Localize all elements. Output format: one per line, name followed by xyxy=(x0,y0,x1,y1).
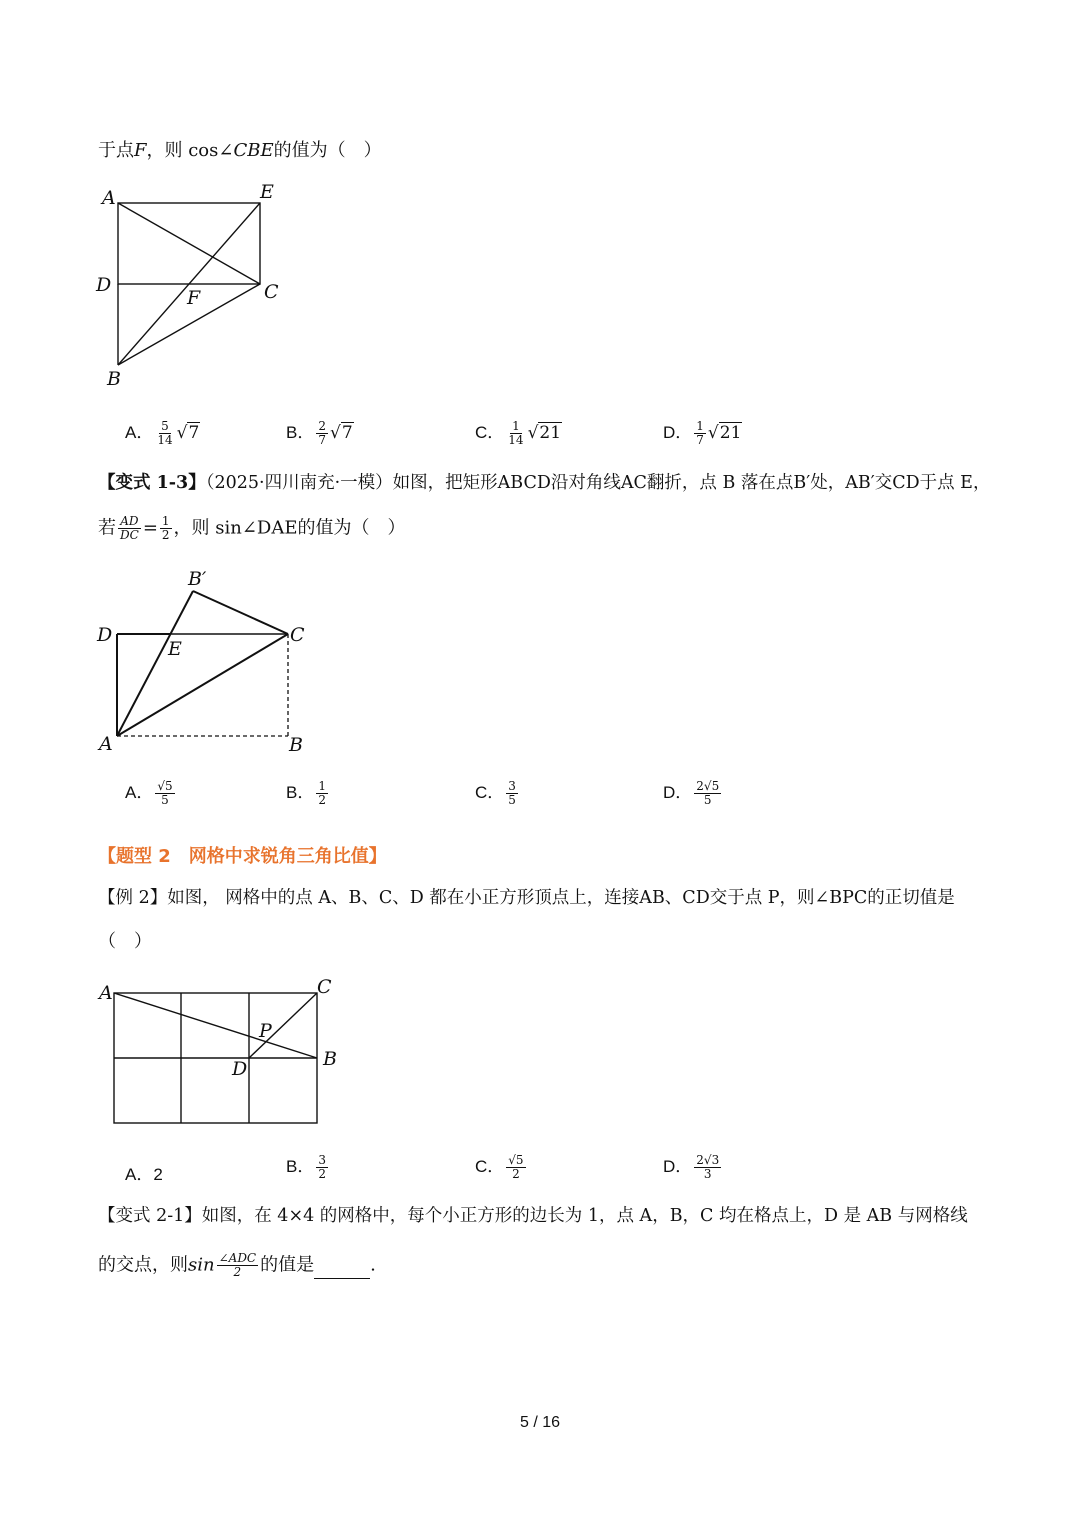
fig1-label-d: D xyxy=(96,274,112,296)
fraction: $\frac{1}{2}$ xyxy=(318,778,326,808)
fig1-label-b: B xyxy=(107,368,121,390)
option-letter: D． xyxy=(663,783,693,802)
fig2-label-e: E xyxy=(168,638,182,660)
ratio-fraction: $\frac{AD}{DC}$ xyxy=(120,514,139,543)
prev-text-1: 于点 xyxy=(98,140,134,161)
grid-line-ab xyxy=(114,993,317,1058)
ex2-line2: （ ） xyxy=(98,931,152,952)
q21-line2 xyxy=(98,1252,376,1279)
option-a-2[interactable] xyxy=(125,778,177,807)
prev-text-3: 的值为（ ） xyxy=(273,140,382,161)
q21-period: . xyxy=(370,1254,376,1276)
fig1-label-a: A xyxy=(102,187,116,209)
figure-1 xyxy=(90,178,310,393)
fraction: $\frac{3}{5}$ xyxy=(508,778,516,808)
fig3-label-a: A xyxy=(99,982,113,1004)
option-d-3[interactable] xyxy=(663,1152,723,1181)
fig1-label-e: E xyxy=(260,181,274,203)
option-letter: B． xyxy=(286,783,315,802)
fraction: $\frac{2√3}{3}$ xyxy=(696,1152,720,1182)
fraction: $\frac{3}{2}$ xyxy=(318,1152,326,1182)
radical: √7 xyxy=(329,423,353,443)
option-c-2[interactable] xyxy=(475,778,520,807)
answer-blank[interactable] xyxy=(314,1262,370,1279)
page-number: 5 / 16 xyxy=(519,1414,561,1431)
q13-post: ，则 sin∠DAE的值为（ ） xyxy=(173,517,406,539)
fraction: $\frac{√5}{5}$ xyxy=(157,778,173,808)
fig2-label-b-prime: B′ xyxy=(188,568,207,590)
fig2-label-a: A xyxy=(99,733,113,755)
fig2-label-d: D xyxy=(97,624,113,646)
fig1-label-c: C xyxy=(264,281,279,303)
option-letter: B． xyxy=(286,1157,315,1176)
option-value: 2 xyxy=(153,1165,163,1184)
option-letter: D． xyxy=(663,1157,693,1176)
figure-3-grid xyxy=(90,975,350,1135)
option-letter: A． xyxy=(125,783,154,802)
prev-question-tail xyxy=(98,142,382,160)
q13-pre: 若 xyxy=(98,517,116,539)
fig1-line-ac xyxy=(118,203,260,284)
section-heading-type2: 【题型 2 网格中求锐角三角比值】 xyxy=(98,846,387,867)
fraction: $\frac{2}{7}$ xyxy=(318,418,326,448)
fig3-label-d: D xyxy=(232,1058,248,1080)
option-letter: C． xyxy=(475,783,505,802)
option-letter: B． xyxy=(286,423,315,442)
option-c-3[interactable] xyxy=(475,1152,528,1181)
option-letter: A． xyxy=(125,423,154,442)
option-b-2[interactable] xyxy=(286,778,330,807)
radical: √7 xyxy=(176,423,200,443)
half-fraction: $\frac{1}{2}$ xyxy=(161,514,170,543)
fraction: $\frac{5}{14}$ xyxy=(157,418,173,448)
q21-pre: 的交点，则 xyxy=(98,1254,188,1276)
prev-point-f: F xyxy=(134,140,147,161)
option-a-3[interactable] xyxy=(125,1160,163,1185)
q21-sin: sin xyxy=(188,1254,215,1276)
q13-line1 xyxy=(98,475,990,493)
option-d-2[interactable] xyxy=(663,778,723,807)
ex2-line1: 【例 2】如图， 网格中的点 A、B、C、D 都在小正方形顶点上，连接AB、CD交于点 P，则∠BPC的正切值是 xyxy=(98,888,955,908)
fig3-label-p: P xyxy=(259,1020,272,1042)
prev-text-2: ，则 cos∠ xyxy=(146,140,234,161)
prev-angle-cbe: CBE xyxy=(233,140,274,161)
option-d-1[interactable] xyxy=(663,418,742,447)
equals-sign: = xyxy=(142,517,158,539)
angle-fraction: $\frac{\text{∠ADC}}{2}$ xyxy=(218,1251,257,1280)
q21-post: 的值是 xyxy=(260,1254,315,1276)
option-letter: D． xyxy=(663,423,693,442)
option-b-3[interactable] xyxy=(286,1152,330,1181)
option-letter: C． xyxy=(475,1157,505,1176)
q13-line2 xyxy=(98,515,406,542)
fig3-label-c: C xyxy=(317,976,332,998)
radical: √21 xyxy=(527,423,562,443)
fraction: $\frac{1}{14}$ xyxy=(508,418,524,448)
fig2-label-c: C xyxy=(290,624,305,646)
fig3-label-b: B xyxy=(323,1048,337,1070)
fig2-line-b1c xyxy=(193,591,288,634)
radical: √21 xyxy=(707,423,742,443)
fraction: $\frac{1}{7}$ xyxy=(696,418,704,448)
figure-2 xyxy=(90,565,330,760)
option-letter: A． xyxy=(125,1165,154,1184)
q21-line1: 【变式 2-1】如图，在 4×4 的网格中，每个小正方形的边长为 1，点 A，B，C 均在格点上，D 是 AB 与网格线 xyxy=(98,1206,968,1226)
fraction: $\frac{2√5}{5}$ xyxy=(696,778,720,808)
option-a-1[interactable] xyxy=(125,418,200,447)
q13-text: （2025·四川南充·一模）如图，把矩形ABCD沿对角线AC翻折，点 B 落在点B′处，AB′交CD于点 E， xyxy=(205,473,991,493)
option-letter: C． xyxy=(475,423,505,442)
fig2-label-b: B xyxy=(289,734,303,756)
option-c-1[interactable] xyxy=(475,418,562,447)
option-b-1[interactable] xyxy=(286,418,354,447)
q13-tag: 【变式 1-3】 xyxy=(98,473,206,493)
fig1-label-f: F xyxy=(187,287,201,309)
fraction: $\frac{√5}{2}$ xyxy=(508,1152,524,1182)
